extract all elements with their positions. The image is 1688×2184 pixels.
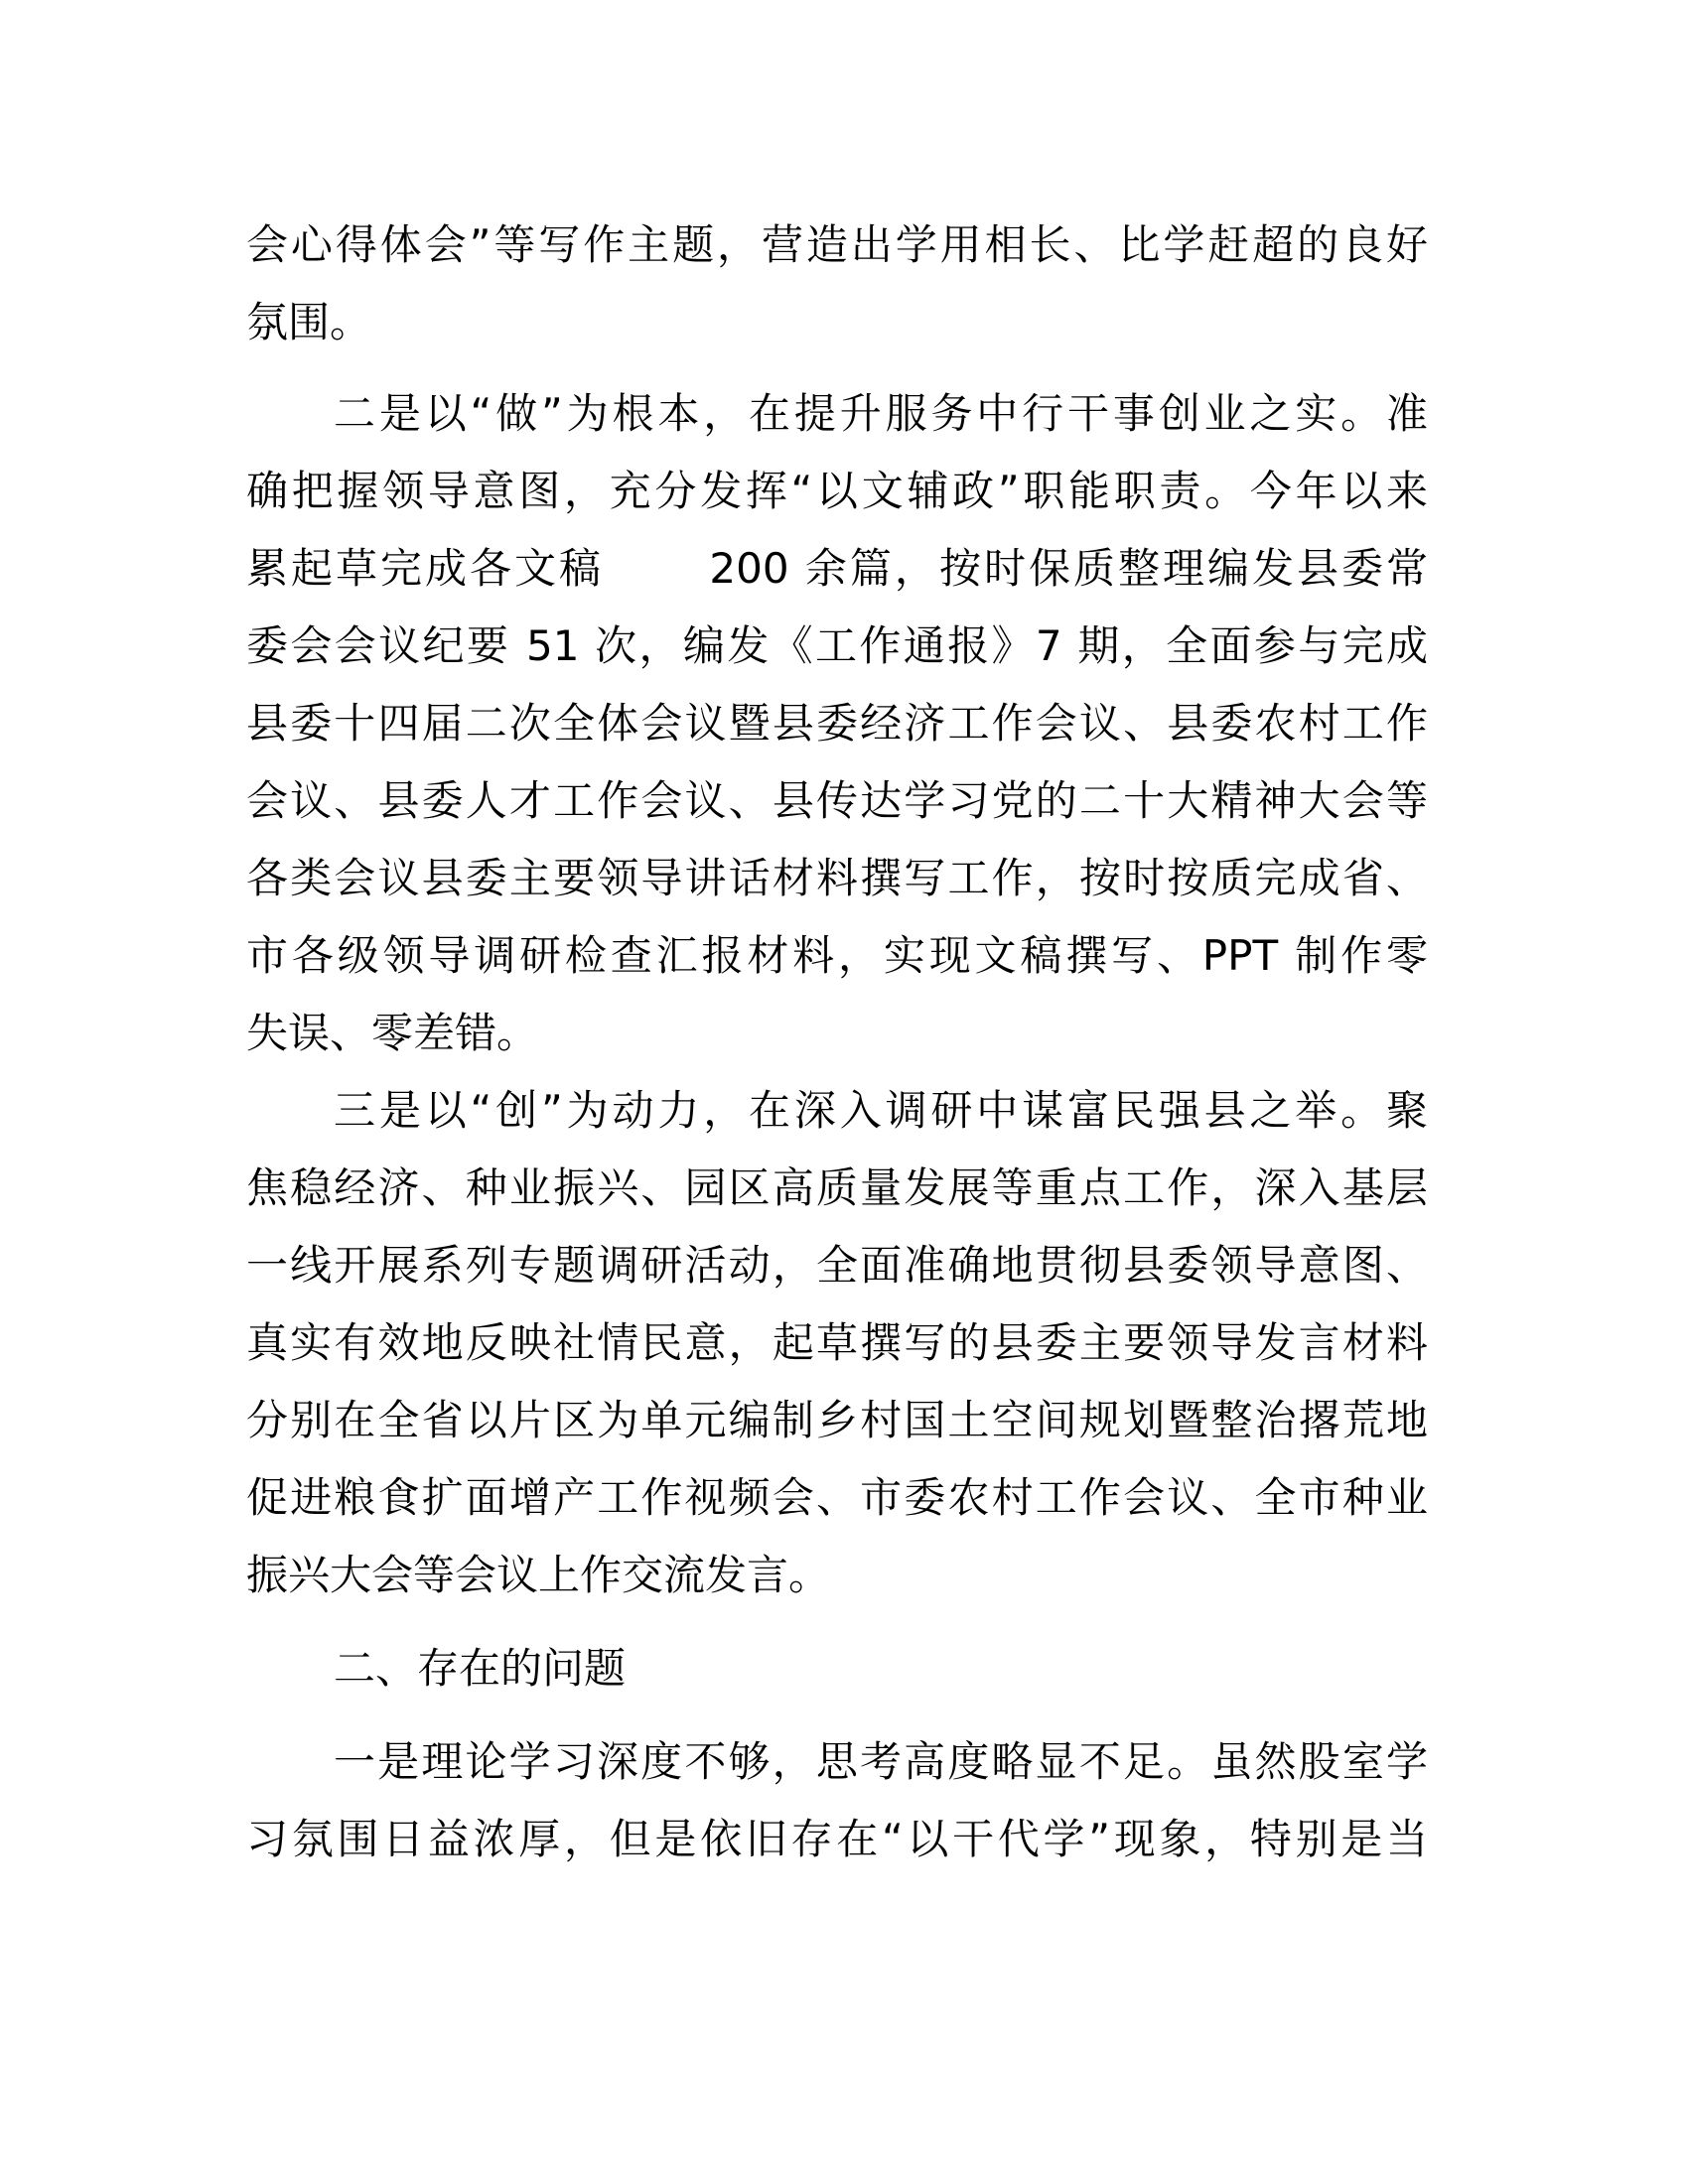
text-line: 真实有效地反映社情民意，起草撰写的县委主要领导发言材料 [246, 1318, 1428, 1367]
section-heading-text: 二、存在的问题 [334, 1644, 627, 1693]
paragraph-continuation [246, 206, 1428, 361]
section-heading [246, 1630, 1428, 1707]
text-line: 各类会议县委主要领导讲话材料撰写工作，按时按质完成省、 [246, 854, 1428, 902]
text-line: 确把握领导意图，充分发挥“以文辅政”职能职责。今年以来 [246, 467, 1428, 515]
text-line: 促进粮食扩面增产工作视频会、市委农村工作会议、全市种业 [246, 1473, 1428, 1522]
text-line: 氛围。 [246, 298, 372, 346]
text-line: 习氛围日益浓厚，但是依旧存在“以干代学”现象，特别是当 [246, 1815, 1428, 1863]
text-line: 委会会议纪要 51 次，编发《工作通报》7 期，全面参与完成 [246, 621, 1428, 670]
paragraph-point-two [246, 375, 1428, 1072]
text-line: 市各级领导调研检查汇报材料，实现文稿撰写、PPT 制作零 [246, 931, 1428, 980]
text-line: 三是以“创”为动力，在深入调研中谋富民强县之举。聚 [334, 1086, 1428, 1135]
paragraph-problem-one [246, 1723, 1428, 1878]
text-line: 分别在全省以片区为单元编制乡村国土空间规划暨整治撂荒地 [246, 1396, 1428, 1444]
text-line: 县委十四届二次全体会议暨县委经济工作会议、县委农村工作 [246, 699, 1428, 748]
text-line: 会心得体会”等写作主题，营造出学用相长、比学赶超的良好 [246, 220, 1428, 269]
text-line: 累起草完成各文稿 200 余篇，按时保质整理编发县委常 [246, 544, 1428, 593]
text-line: 一线开展系列专题调研活动，全面准确地贯彻县委领导意图、 [246, 1241, 1428, 1290]
text-line: 二是以“做”为根本，在提升服务中行干事创业之实。准 [334, 389, 1428, 438]
text-line: 振兴大会等会议上作交流发言。 [246, 1551, 831, 1599]
text-line: 会议、县委人才工作会议、县传达学习党的二十大精神大会等 [246, 776, 1428, 825]
text-line: 焦稳经济、种业振兴、园区高质量发展等重点工作，深入基层 [246, 1163, 1428, 1212]
text-line: 一是理论学习深度不够，思考高度略显不足。虽然股室学 [334, 1737, 1428, 1786]
text-line: 失误、零差错。 [246, 1009, 539, 1057]
paragraph-point-three [246, 1072, 1428, 1614]
